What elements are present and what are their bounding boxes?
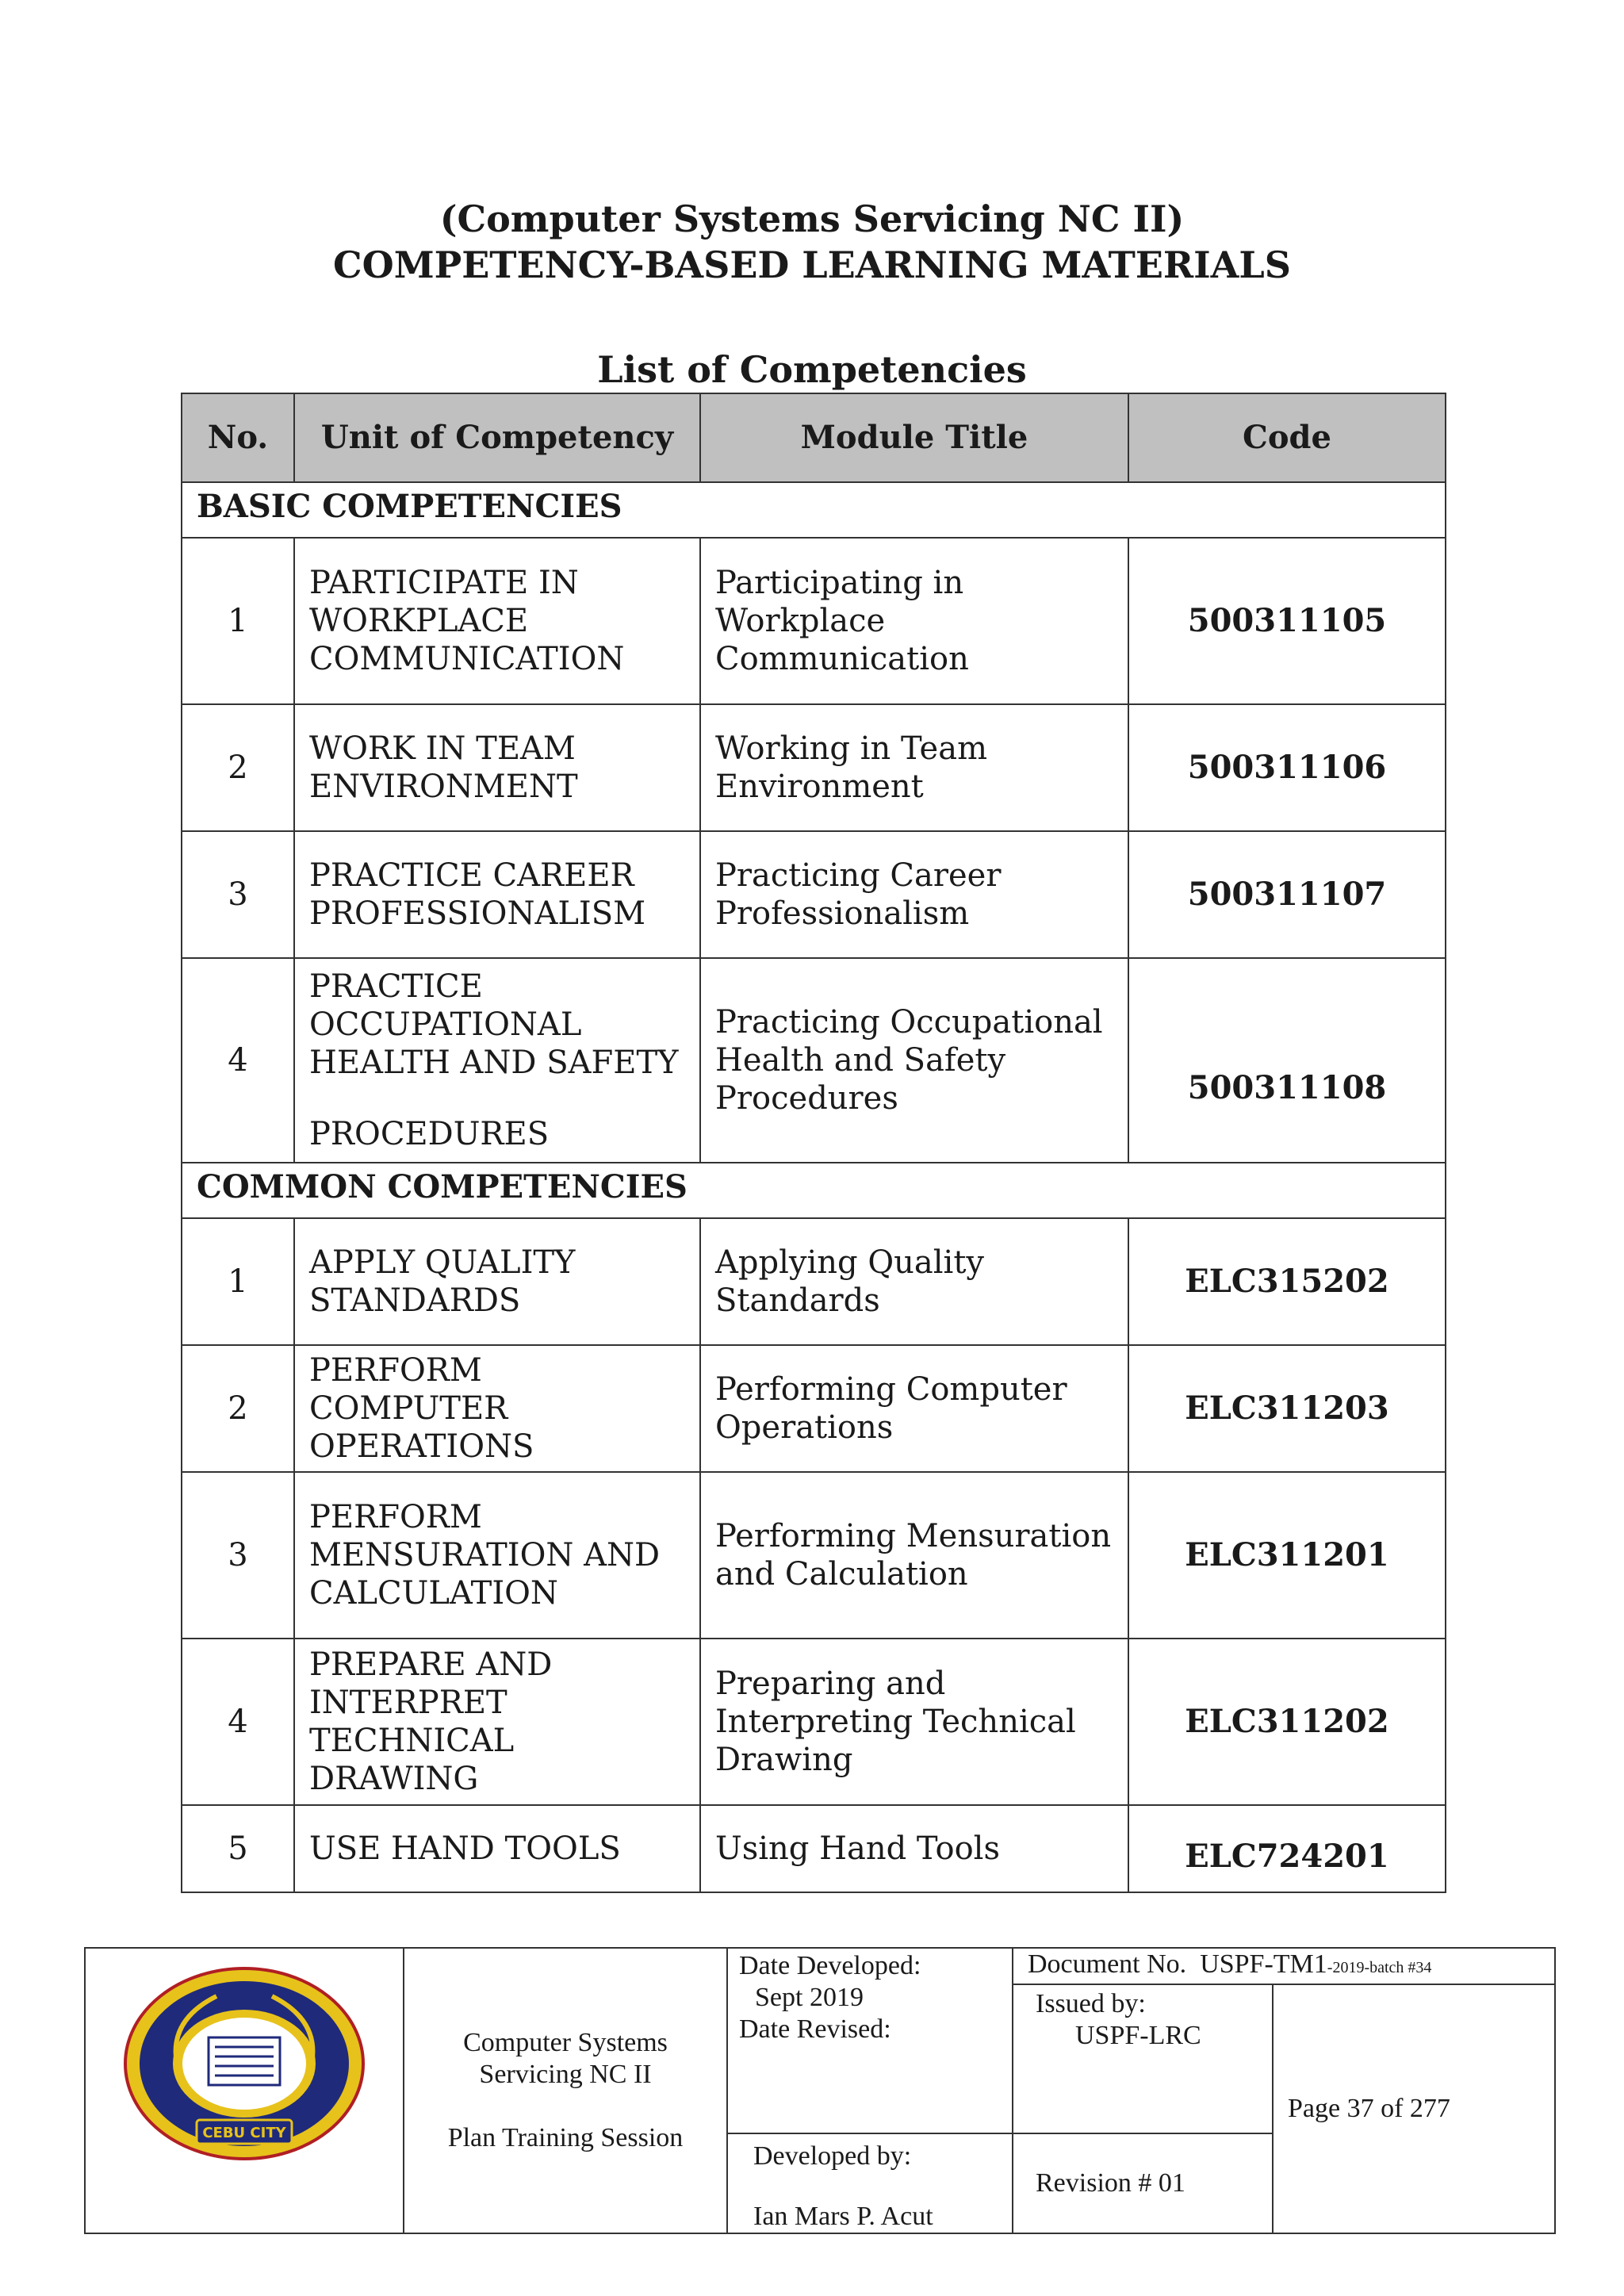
page-number: Page 37 of 277 xyxy=(1288,2094,1450,2123)
unit-of-competency: USE HAND TOOLS xyxy=(294,1805,700,1892)
table-row xyxy=(182,831,1446,958)
row-number: 1 xyxy=(182,538,294,704)
column-header-module: Module Title xyxy=(700,393,1128,482)
column-header-unit: Unit of Competency xyxy=(294,393,700,482)
module-title: Participating in Workplace Communication xyxy=(700,538,1128,704)
module-title: Working in Team Environment xyxy=(700,704,1128,831)
competency-code: 500311108 xyxy=(1128,958,1446,1163)
unit-of-competency: WORK IN TEAM ENVIRONMENT xyxy=(294,704,700,831)
unit-of-competency: PRACTICE OCCUPATIONAL HEALTH AND SAFETY xyxy=(309,968,679,1081)
column-header-no: No. xyxy=(182,393,294,482)
row-number: 5 xyxy=(182,1805,294,1892)
document-number-label: Document No. xyxy=(1028,1949,1187,1979)
competency-code: 500311105 xyxy=(1128,538,1446,704)
developer-name: Ian Mars P. Acut xyxy=(753,2202,933,2231)
column-header-code: Code xyxy=(1128,393,1446,482)
revision-number: Revision # 01 xyxy=(1036,2168,1185,2198)
competency-code: ELC311201 xyxy=(1128,1472,1446,1639)
module-title: Practicing Career Professionalism xyxy=(700,831,1128,958)
competency-code: 500311107 xyxy=(1128,831,1446,958)
row-number: 4 xyxy=(182,958,294,1163)
table-row xyxy=(182,704,1446,831)
developed-by-cell xyxy=(727,2133,1013,2233)
section-row-common xyxy=(182,1163,1446,1218)
module-title: Practicing Occupational Health and Safety Procedures xyxy=(700,958,1128,1163)
competency-code: 500311106 xyxy=(1128,704,1446,831)
document-title: COMPETENCY-BASED LEARNING MATERIALS xyxy=(333,243,1291,286)
document-footer xyxy=(84,1947,1556,2234)
seal-city-text: CEBU CITY xyxy=(202,2125,286,2141)
date-developed-value: Sept 2019 xyxy=(755,1983,864,2012)
document-number: USPF-TM1 xyxy=(1200,1949,1327,1979)
unit-of-competency: PRACTICE CAREER PROFESSIONALISM xyxy=(294,831,700,958)
competency-code: ELC315202 xyxy=(1128,1218,1446,1345)
unit-of-competency: PARTICIPATE IN WORKPLACE COMMUNICATION xyxy=(294,538,700,704)
table-row xyxy=(182,958,1446,1163)
table-row xyxy=(182,538,1446,704)
table-header-row xyxy=(182,393,1446,482)
list-title: List of Competencies xyxy=(597,348,1027,391)
row-number: 2 xyxy=(182,1345,294,1472)
row-number: 1 xyxy=(182,1218,294,1345)
row-number: 2 xyxy=(182,704,294,831)
date-revised-label: Date Revised: xyxy=(739,2014,891,2044)
section-heading-common: COMMON COMPETENCIES xyxy=(197,1168,688,1205)
table-row xyxy=(182,1472,1446,1639)
section-heading-basic: BASIC COMPETENCIES xyxy=(197,488,622,525)
unit-of-competency: PERFORM MENSURATION AND CALCULATION xyxy=(294,1472,700,1639)
table-row xyxy=(182,1805,1446,1892)
row-number: 4 xyxy=(182,1639,294,1805)
table-row xyxy=(182,1218,1446,1345)
unit-of-competency: PREPARE AND INTERPRET TECHNICAL DRAWING xyxy=(294,1639,700,1805)
unit-of-competency: APPLY QUALITY STANDARDS xyxy=(294,1218,700,1345)
unit-of-competency-continued: PROCEDURES xyxy=(309,1116,550,1152)
revision-cell xyxy=(1013,2133,1273,2233)
row-number: 3 xyxy=(182,1472,294,1639)
module-title: Applying Quality Standards xyxy=(700,1218,1128,1345)
seal-cell xyxy=(85,1948,404,2233)
issued-by-cell xyxy=(1013,1984,1273,2133)
competency-code: ELC311202 xyxy=(1128,1639,1446,1805)
document-number-suffix: -2019-batch #34 xyxy=(1327,1959,1432,1976)
date-developed-label: Date Developed: xyxy=(739,1951,921,1980)
row-number: 3 xyxy=(182,831,294,958)
competency-code: ELC311203 xyxy=(1128,1345,1446,1472)
footer-course: Computer Systems Servicing NC II xyxy=(463,2028,668,2089)
module-title: Performing Computer Operations xyxy=(700,1345,1128,1472)
university-seal-logo xyxy=(121,1964,367,2163)
unit-of-competency-cell xyxy=(294,958,700,1163)
document-number-cell xyxy=(1013,1948,1555,1984)
table-row xyxy=(182,1345,1446,1472)
issued-by-label: Issued by: xyxy=(1036,1989,1146,2018)
footer-plan: Plan Training Session xyxy=(447,2123,684,2152)
page-number-cell xyxy=(1273,1984,1555,2233)
module-title: Using Hand Tools xyxy=(700,1805,1128,1892)
footer-dates-cell xyxy=(727,1948,1013,2133)
footer-course-cell xyxy=(404,1948,727,2233)
module-title: Preparing and Interpreting Technical Drawing xyxy=(700,1639,1128,1805)
competency-code: ELC724201 xyxy=(1128,1805,1446,1892)
section-row-basic xyxy=(182,482,1446,538)
unit-of-competency: PERFORM COMPUTER OPERATIONS xyxy=(294,1345,700,1472)
course-title: (Computer Systems Servicing NC II) xyxy=(439,197,1185,240)
table-row xyxy=(182,1639,1446,1805)
developed-by-label: Developed by: xyxy=(753,2141,912,2171)
competency-table xyxy=(181,393,1446,1893)
issued-by-value: USPF-LRC xyxy=(1075,2021,1201,2050)
module-title: Performing Mensuration and Calculation xyxy=(700,1472,1128,1639)
